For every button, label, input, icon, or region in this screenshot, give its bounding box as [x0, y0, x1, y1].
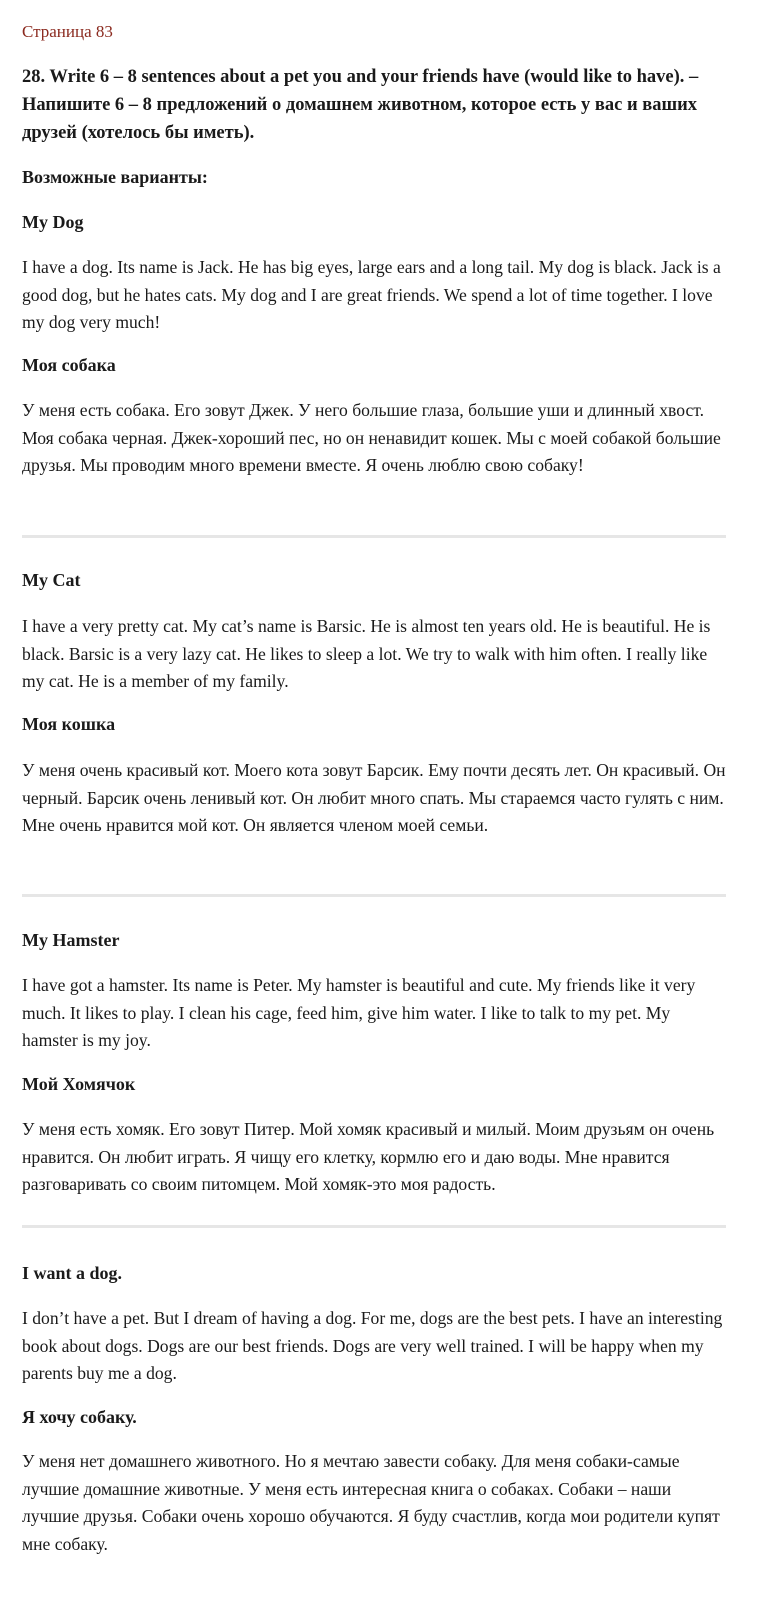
section-1-en-text: I have a dog. Its name is Jack. He has big eyes, large ears and a long tail. My dog is black. Jack is a good dog, but he hates cats. My dog and I are great friends. We spend a lot of time together. I love my dog very much! [22, 257, 721, 332]
section-2-en-text: I have a very pretty cat. My cat’s name is Barsic. He is almost ten years old. He is beautiful. He is black. Barsic is a very lazy cat. He likes to sleep a lot. We try to walk with him often. I really like my cat. He is a member of my family. [22, 616, 711, 691]
section-4-ru-text: У меня нет домашнего животного. Но я мечтаю завести собаку. Для меня собаки-самые лучшие домашние животные. У меня есть интересная книга о собаках. Собаки – наши лучшие друзья. Собаки очень хорошо обучаются. Я буду счастлив, когда мои родители купят мне собаку. [22, 1451, 720, 1554]
variants-label: Возможные варианты: [22, 167, 208, 187]
section-1-en-title: My Dog [22, 212, 84, 232]
page-label: Страница 83 [22, 22, 113, 41]
section-divider [22, 535, 726, 538]
section-2-ru-text: У меня очень красивый кот. Моего кота зовут Барсик. Ему почти десять лет. Он красивый. Он черный. Барсик очень ленивый кот. Он любит много спать. Мы стараемся часто гулять с ним. Мне очень нравится мой кот. Он является членом моей семьи. [22, 760, 726, 835]
section-2-en-title: My Cat [22, 570, 81, 590]
section-4-en-title: I want a dog. [22, 1263, 123, 1283]
section-2-ru-title: Моя кошка [22, 714, 116, 734]
section-3-en-title: My Hamster [22, 930, 120, 950]
section-divider [22, 1225, 726, 1228]
section-divider [22, 894, 726, 897]
section-3-ru-text: У меня есть хомяк. Его зовут Питер. Мой хомяк красивый и милый. Моим друзьям он очень нравится. Он любит играть. Я чищу его клетку, кормлю его и даю воды. Мне нравится разговаривать со своим питомцем. Мой хомяк-это моя радость. [22, 1119, 715, 1194]
section-3-en-text: I have got a hamster. Its name is Peter. My hamster is beautiful and cute. My friends like it very much. It likes to play. I clean his cage, feed him, give him water. I like to talk to my pet. My hamster is my joy. [22, 975, 696, 1050]
section-4-ru-title: Я хочу собаку. [22, 1407, 137, 1427]
section-1-ru-title: Моя собака [22, 355, 116, 375]
section-4-en-text: I don’t have a pet. But I dream of having a dog. For me, dogs are the best pets. I have an interesting book about dogs. Dogs are our best friends. Dogs are very well trained. I will be happy when my parents buy me a dog. [22, 1308, 723, 1383]
section-3-ru-title: Мой Хомячок [22, 1074, 136, 1094]
section-1-ru-text: У меня есть собака. Его зовут Джек. У него большие глаза, большие уши и длинный хвост. Моя собака черная. Джек-хороший пес, но он ненавидит кошек. Мы с моей собакой большие друзья. Мы проводим много времени вместе. Я очень люблю свою собаку! [22, 400, 721, 475]
task-statement: 28. Write 6 – 8 sentences about a pet you and your friends have (would like to have). – Напишите 6 – 8 предложений о домашнем животном, которое есть у вас и ваших друзей (хотелось бы иметь). [22, 67, 699, 143]
